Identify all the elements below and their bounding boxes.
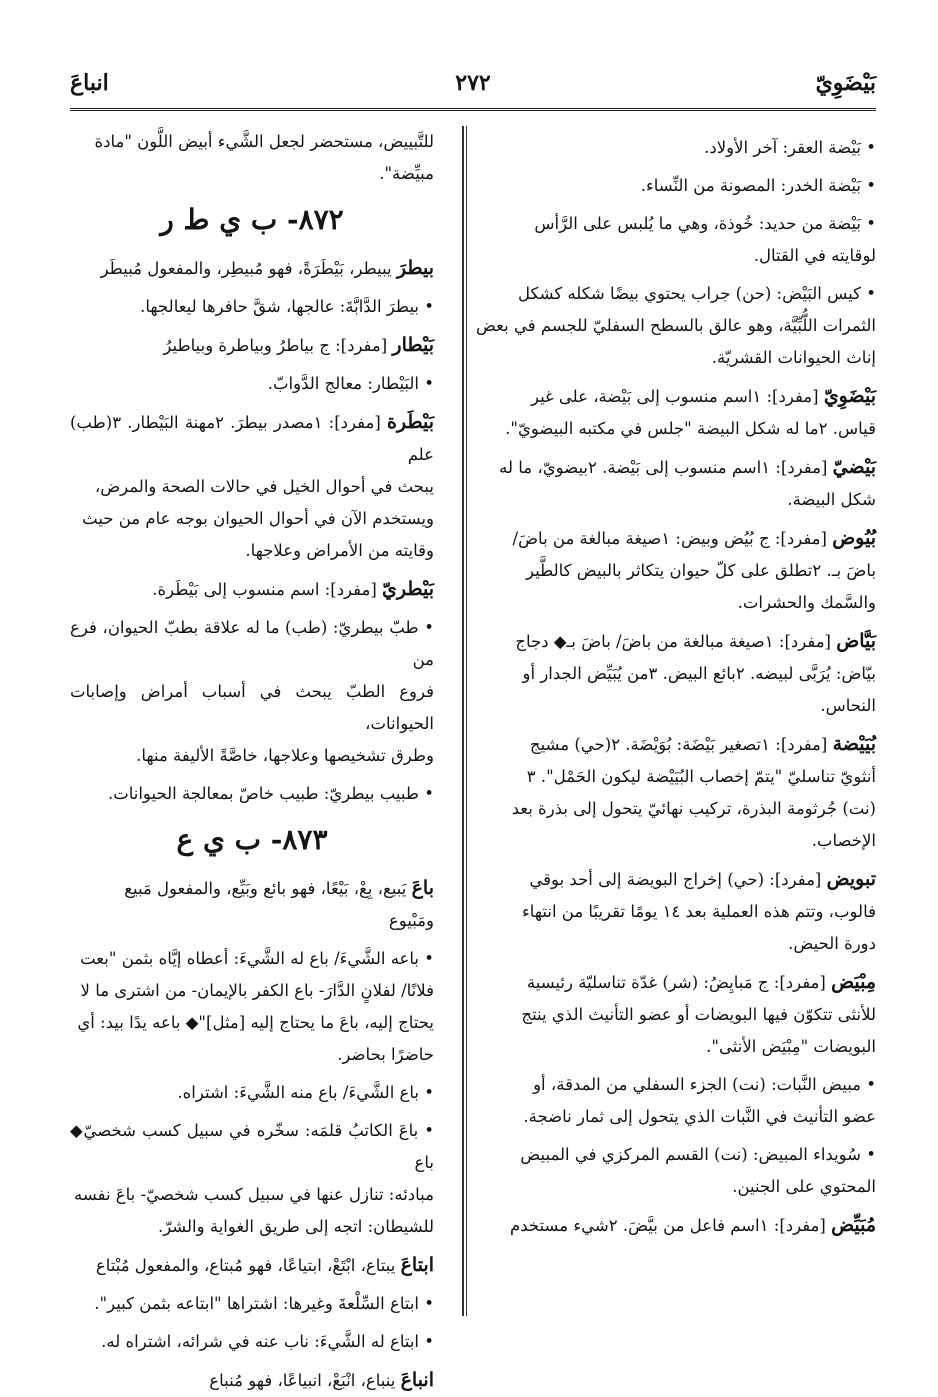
definition-text: [مفرد]: (حي) إخراج البويضة إلى أحد بوقي bbox=[529, 870, 827, 889]
headword: بَيْطَرة bbox=[386, 411, 434, 433]
sub-entry-line: • البَيْطار: معالج الدَّوابّ. bbox=[267, 374, 434, 393]
definition-text: [مفرد]: ١اسم منسوب إلى بَيْضة، على غير bbox=[530, 387, 824, 406]
sub-entry-line: • سُويداء المبيض: (نت) القسم المركزي في المبيض bbox=[520, 1145, 876, 1164]
sub-entry-line: • بَيْضة من حديد: خُوذة، وهي ما يُلبس على الرَّأس bbox=[534, 214, 876, 233]
continuation-line: والسَّمك والحشرات. bbox=[737, 593, 876, 612]
headword: تبويض bbox=[826, 868, 876, 890]
sub-entry-line: • باعه الشَّيءَ/ باع له الشَّيءَ: أعطاه إيَّاه بثمن "بعت bbox=[80, 949, 434, 968]
definition-text: يبتاع، ابْتَعْ، ابتياعًا، فهو مُبتاع، والمفعول مُبْتاع bbox=[95, 1256, 401, 1275]
continuation-line: إناث الحيوانات القشريّة. bbox=[711, 348, 876, 367]
definition-text: [مفرد]: ١صيغة مبالغة من باضَ/ باضَ بـ◆ دجاج bbox=[515, 632, 837, 651]
headword-entry bbox=[70, 1364, 434, 1397]
continuation-line: يبحث في أحوال الخيل في حالات الصحة والمرض، bbox=[94, 477, 434, 496]
headword: بُيَيْضة bbox=[832, 733, 876, 755]
definition-text: [مفرد]: ج بياطرُ وبياطرة وبياطيرُ bbox=[163, 336, 393, 355]
sub-entry-line: • باعَ الكاتبُ قلمَه: سخّره في سبيل كسب شخصيّ◆ باع bbox=[70, 1121, 434, 1172]
continuation-line: قياس. ٢ما له شكل البيضة "جلس في مكتبه البيضويّ". bbox=[505, 419, 876, 438]
column-divider bbox=[462, 126, 464, 1316]
continuation-line: النحاس. bbox=[820, 696, 876, 715]
continuation-line: المحتوي على الجنين. bbox=[732, 1177, 876, 1196]
definition-text: [مفرد]: ١تصغير بَيْضَة: بُوَيْضَة. ٢(حي) مشيج bbox=[529, 735, 833, 754]
continuation-line: مبيِّضة". bbox=[379, 164, 434, 183]
headword-entry bbox=[452, 451, 876, 484]
right-column bbox=[452, 126, 876, 1326]
headword: مُبَيِّض bbox=[831, 1214, 876, 1236]
headword-entry bbox=[70, 1249, 434, 1282]
continuation-line: شكل البيضة. bbox=[787, 490, 876, 509]
continuation-line: مبادئه: تنازل عنها في سبيل كسب شخصيّ- باعَ نفسه bbox=[74, 1185, 434, 1204]
definition-text: [مفرد]: ج بُيُض وبيض: ١صيغة مبالغة من باضَ/ bbox=[512, 529, 833, 548]
continuation-line: يحتاج إليه، باعَ ما يحتاج إليه [مثل]"◆ باعه يدًا بيد: أي bbox=[77, 1013, 434, 1032]
headword-entry bbox=[452, 625, 876, 658]
sub-entry-line: • بَيْضة الخدر: المصونة من النِّساء. bbox=[640, 176, 876, 195]
definition-text: [مفرد]: ١مصدر بيطرَ. ٢مهنة البَيْطار. ٣(طب) علم bbox=[70, 413, 434, 464]
headword-entry bbox=[70, 573, 434, 606]
definition-text: يبيطر، بَيْطَرَةً، فهو مُبيطِر، والمفعول مُبيطَر bbox=[100, 259, 397, 278]
sub-entry-line: • مبيض النَّبات: (نت) الجزء السفلي من المدقة، أو bbox=[533, 1075, 876, 1094]
header-guide-word-left: انباعَ bbox=[70, 70, 109, 96]
continuation-line: (نت) جُرثومة البذرة، تركيب نهائيّ يتحول إلى بذرة بعد bbox=[511, 799, 876, 818]
definition-text: [مفرد]: ١اسم فاعل من بيَّضَ. ٢شيء مستخدم bbox=[510, 1216, 832, 1235]
continuation-line: الإخصاب. bbox=[811, 831, 876, 850]
continuation-line: للشيطان: اتجه إلى طريق الغواية والشرّ. bbox=[157, 1217, 434, 1236]
headword: بَيْضَوِيّ bbox=[823, 385, 876, 407]
definition-text: [مفرد]: اسم منسوب إلى بَيْطَرة. bbox=[152, 580, 383, 599]
root-section-heading: ٨٧٣- ب ي ع bbox=[176, 823, 328, 856]
definition-text: يَبيع، بِعْ، بَيْعًا، فهو بائع وبَيِّع، والمفعول مَبيع bbox=[124, 879, 412, 898]
definition-text: ينباع، انْبَعْ، انبياعًا، فهو مُنباع bbox=[209, 1371, 401, 1390]
headword: بُيُوض bbox=[832, 527, 876, 549]
definition-text: [مفرد]: ج مَبايِضُ: (شر) غدّة تناسليّة رئيسية bbox=[526, 973, 832, 992]
headword-entry bbox=[452, 522, 876, 555]
continuation-line: وطرق تشخيصها وعلاجها، خاصَّةً الأليفة منها. bbox=[136, 746, 434, 765]
headword: باعَ bbox=[411, 877, 434, 899]
sub-entry-line: • كيس البَيْض: (حن) جراب يحتوي بيضًا شكله كشكل bbox=[518, 284, 876, 303]
headword-entry bbox=[452, 728, 876, 761]
continuation-line: دورة الحيض. bbox=[788, 934, 876, 953]
sub-entry-line: • بيطرَ الدَّابَّةَ: عالجها، شقَّ حافرها ليعالجها. bbox=[140, 297, 434, 316]
continuation-line: البويضات "مِبْيَض الأنثى". bbox=[706, 1037, 876, 1056]
definition-text: [مفرد]: ١اسم منسوب إلى بَيْضة. ٢بيضويّ، ما له bbox=[499, 458, 833, 477]
sub-entry-line: • بَيْضة العقر: آخر الأولاد. bbox=[704, 138, 876, 157]
continuation-line: بيّاض: يُرَبَّى لبيضه. ٢بائع البيض. ٣من يُبَيِّض الجدار أو bbox=[522, 664, 876, 683]
sub-entry-line: • ابتاع له الشَّيءَ: ناب عنه في شرائه، اشتراه له. bbox=[101, 1332, 434, 1351]
headword-entry bbox=[70, 406, 434, 471]
continuation-line: وقايته من الأمراض وعلاجها. bbox=[245, 541, 434, 560]
headword: مِبْيَض bbox=[831, 971, 876, 993]
continuation-line: باضَ بـ. ٢تطلق على كلّ حيوان يتكاثر بالبيض كالطَّير bbox=[526, 561, 876, 580]
page-header bbox=[70, 66, 876, 106]
headword: ابتاعَ bbox=[400, 1254, 434, 1276]
column-divider-inner bbox=[466, 126, 467, 1316]
continuation-line: فالوب، وتتم هذه العملية بعد ١٤ يومًا تقريبًا من انتهاء bbox=[522, 902, 876, 921]
headword-entry bbox=[70, 252, 434, 285]
headword: انباعَ bbox=[400, 1369, 434, 1391]
continuation-line: فروع الطبّ يبحث في أسباب أمراض وإصابات الحيوانات، bbox=[70, 682, 434, 733]
continuation-line: الثمرات اللُّبِّيَّة، وهو عالق بالسطح السفليّ للجسم في بعض bbox=[475, 316, 876, 335]
continuation-line: للتَّبييض، مستحضر لجعل الشَّيء أبيض اللَّون "مادة bbox=[94, 132, 434, 151]
headword: بَيْضيّ bbox=[832, 456, 876, 478]
continuation-line: حاضرًا بحاضر. bbox=[337, 1045, 434, 1064]
continuation-line: لوقايته في القتال. bbox=[753, 246, 876, 265]
sub-entry-line: • ابتاع السِّلْعةَ وغيرها: اشتراها "ابتاعه بثمن كبير". bbox=[94, 1294, 434, 1313]
headword: بَيْطار bbox=[392, 334, 434, 356]
header-guide-word-right: بَيْضَوِيّ bbox=[815, 70, 876, 96]
sub-entry-line: • طبّ بيطريّ: (طب) ما له علاقة بطبّ الحيوان، فرع من bbox=[70, 618, 434, 669]
continuation-line: ومَبْيوع bbox=[388, 911, 434, 930]
headword-entry bbox=[452, 863, 876, 896]
continuation-line: للأنثى تتكوّن فيها البويضات أو عضو التأنيث الذي ينتج bbox=[521, 1005, 876, 1024]
headword: بَيَّاض bbox=[836, 630, 876, 652]
sub-entry-line: • باع الشَّيءَ/ باع منه الشَّيءَ: اشتراه. bbox=[177, 1083, 434, 1102]
continuation-line: عضو التأنيث في النَّبات الذي يتحول إلى ثمار ناضجة. bbox=[523, 1107, 876, 1126]
headword-entry bbox=[452, 1209, 876, 1242]
headword-entry bbox=[452, 380, 876, 413]
left-column bbox=[70, 126, 434, 1391]
headword-entry bbox=[70, 329, 434, 362]
continuation-line: ويستخدم الآن في أحوال الحيوان بوجه عام من حيث bbox=[82, 509, 434, 528]
headword-entry bbox=[452, 966, 876, 999]
headword-entry bbox=[70, 872, 434, 905]
headword: بَيْطريّ bbox=[382, 578, 434, 600]
continuation-line: فلانًا/ لفلانٍ الدَّارَ- باع الكفر بالإيمان- من اشترى ما لا bbox=[80, 981, 434, 1000]
root-section-heading: ٨٧٢- ب ي ط ر bbox=[160, 203, 344, 236]
headword: بيطرَ bbox=[396, 257, 434, 279]
continuation-line: أنثويّ تناسليّ "يتمّ إخصاب البُيَيْضة ليكون الحَمْل". ٣ bbox=[526, 767, 876, 786]
page-number: ٢٧٢ bbox=[455, 70, 491, 96]
header-rule bbox=[70, 108, 876, 111]
sub-entry-line: • طبيب بيطريّ: طبيب خاصّ بمعالجة الحيوانات. bbox=[107, 784, 434, 803]
